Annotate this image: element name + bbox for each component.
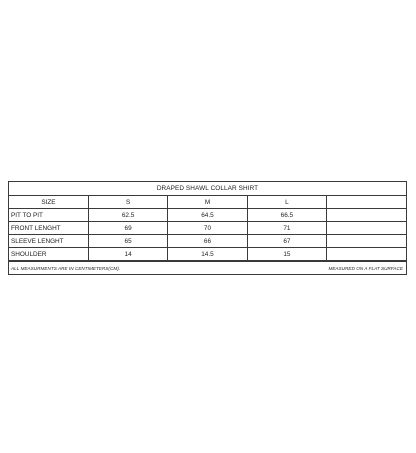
- table-cell: 70: [168, 222, 247, 235]
- table-cell: 71: [247, 222, 326, 235]
- header-cell-l: L: [247, 196, 326, 209]
- table-row: [9, 248, 406, 261]
- units-note: ALL MEASURMENTS ARE IN CENTIMETERS(CM).: [11, 265, 121, 271]
- measurement-note: MEASURED ON A FLAT SURFACE: [328, 265, 403, 271]
- row-label: FRONT LENGHT: [9, 222, 88, 235]
- row-label: PIT TO PIT: [9, 209, 88, 222]
- table-cell: [327, 209, 406, 222]
- table-row: [9, 235, 406, 248]
- header-cell-size: SIZE: [9, 196, 88, 209]
- row-label: SHOULDER: [9, 248, 88, 261]
- size-table: [9, 196, 406, 261]
- header-row: [9, 196, 406, 209]
- size-chart: [8, 181, 407, 275]
- row-label: SLEEVE LENGHT: [9, 235, 88, 248]
- table-row: [9, 209, 406, 222]
- table-cell: 14: [88, 248, 167, 261]
- table-cell: 67: [247, 235, 326, 248]
- footer-notes: [9, 261, 406, 274]
- header-cell-empty: [327, 196, 406, 209]
- table-cell: [327, 222, 406, 235]
- table-cell: 62.5: [88, 209, 167, 222]
- table-cell: 15: [247, 248, 326, 261]
- table-cell: 14.5: [168, 248, 247, 261]
- table-cell: 66: [168, 235, 247, 248]
- size-chart-title: DRAPED SHAWL COLLAR SHIRT: [9, 182, 406, 196]
- table-cell: [327, 235, 406, 248]
- header-cell-s: S: [88, 196, 167, 209]
- table-cell: 69: [88, 222, 167, 235]
- table-cell: 66.5: [247, 209, 326, 222]
- table-cell: [327, 248, 406, 261]
- table-cell: 65: [88, 235, 167, 248]
- table-row: [9, 222, 406, 235]
- table-cell: 64.5: [168, 209, 247, 222]
- header-cell-m: M: [168, 196, 247, 209]
